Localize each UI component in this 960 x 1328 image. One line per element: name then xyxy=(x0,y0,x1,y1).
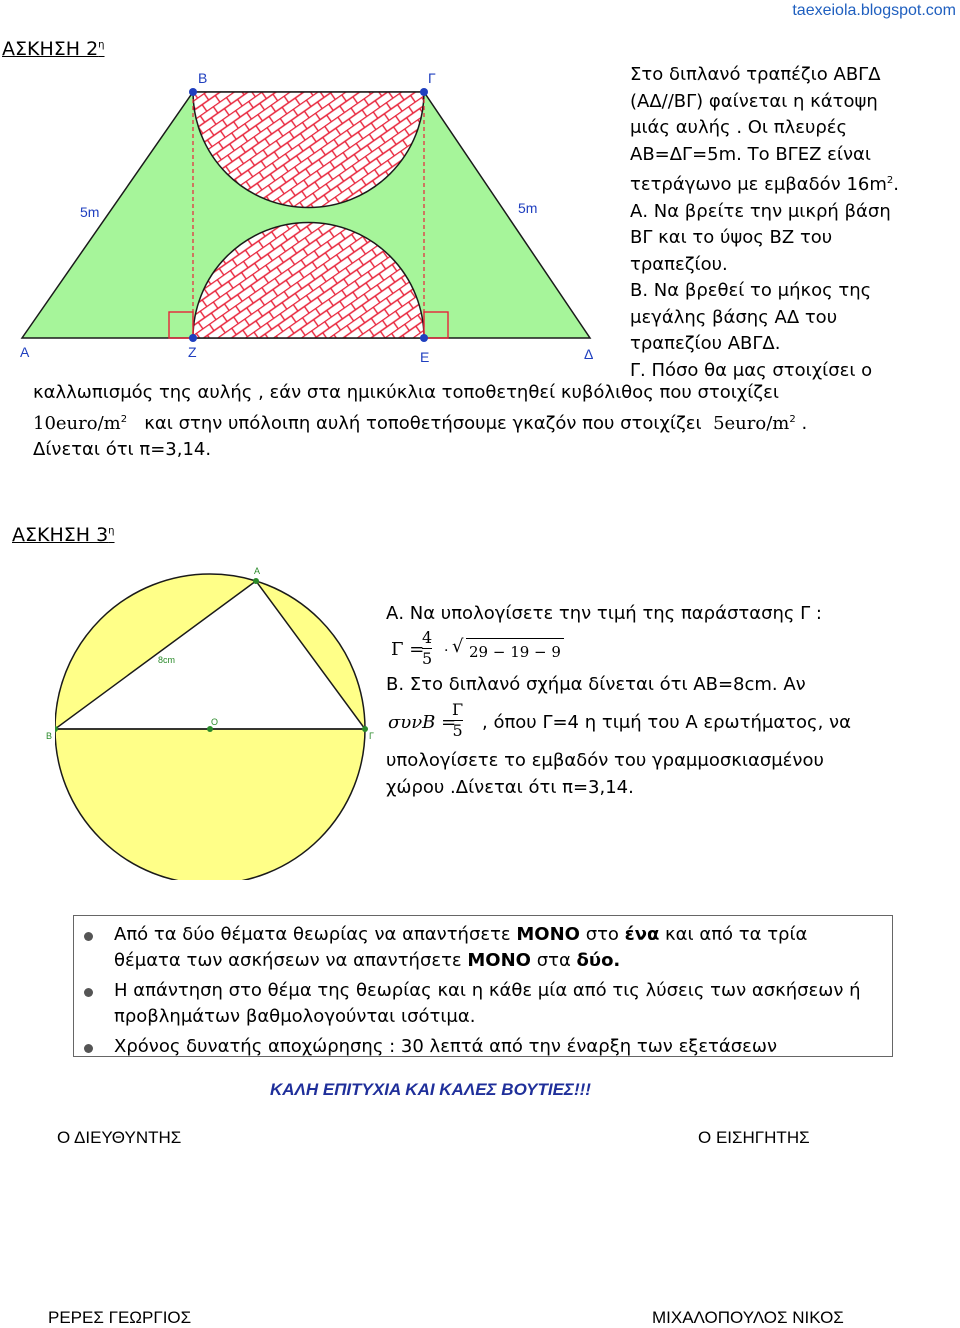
cos-condition xyxy=(386,698,926,748)
exercise-3-statement xyxy=(386,601,926,801)
ex2-line: ΒΓ και το ύψος ΒΖ του xyxy=(630,227,833,248)
ex2-line: Γ. Πόσο θα μας στοιχίσει ο xyxy=(630,359,873,381)
ex2-mid-text: και στην υπόλοιπη αυλή τοποθετήσουμε γκαζόν που στοιχίζει xyxy=(144,412,702,434)
label-B: B xyxy=(46,731,53,741)
site-url[interactable]: taexeiola.blogspot.com xyxy=(792,2,956,19)
instruction-text: στα xyxy=(530,950,577,971)
instruction-emphasis: ΜΟΝΟ xyxy=(467,950,531,971)
instruction-text: Χρόνος δυνατής αποχώρησης : 30 λεπτά από την έναρξη των εξετάσεων xyxy=(114,1036,778,1057)
ex2-line: Α. Να βρείτε την μικρή βάση xyxy=(630,200,891,222)
exercise-3-heading xyxy=(12,524,115,546)
ex2-line: τραπεζίου ΑΒΓΔ. xyxy=(630,333,781,354)
point-E xyxy=(420,334,428,342)
instruction-text: και από τα τρία xyxy=(659,924,808,945)
label-E: E xyxy=(420,349,430,365)
ex2-line: μεγάλης βάσης ΑΔ του xyxy=(630,306,838,328)
label-A: A xyxy=(20,344,30,360)
point-G xyxy=(420,88,428,96)
exercise-2-title: ΑΣΚΗΣΗ 2 xyxy=(2,38,99,60)
dot-operator: · xyxy=(444,642,449,659)
good-luck-message: ΚΑΛΗ ΕΠΙΤΥΧΙΑ ΚΑΙ ΚΑΛΕΣ ΒΟΥΤΙΕΣ!!! xyxy=(270,1080,591,1099)
price-2: 5euro/m xyxy=(713,412,790,434)
proposer-title: Ο ΕΙΣΗΓΗΤΗΣ xyxy=(698,1128,810,1147)
ex2-line: μιάς αυλής . Οι πλευρές xyxy=(630,117,848,138)
exercise-2-ordinal: η xyxy=(98,39,105,51)
cos-lhs: συνB = xyxy=(388,712,457,733)
ex2-line: $10euro/m^2$ και στην υπόλοιπη αυλή τοποθετήσουμε γκαζόν που στοιχίζει $5euro/m^2$ . xyxy=(33,412,808,434)
cos-rest: , όπου Γ=4 η τιμή του Α ερωτήματος, να xyxy=(482,712,851,733)
instructions-box xyxy=(73,915,893,1057)
bullet-icon xyxy=(84,1044,93,1053)
instruction-item xyxy=(74,978,892,1030)
side-AB-label: 5m xyxy=(80,204,100,220)
instruction-text: θέματα των ασκήσεων να απαντήσετε xyxy=(114,950,468,971)
ex2-line: Β. Να βρεθεί το μήκος της xyxy=(630,280,872,301)
ex2-line: τετράγωνο με εμβαδόν $16m^2$. xyxy=(630,174,899,195)
instruction-text: Η απάντηση στο θέμα της θεωρίας και η κάθε μία από τις λύσεις των ασκήσεων ή προβλημάτων βαθμολογούνται ισότιμα. xyxy=(114,980,861,1027)
exercise-3-ordinal: η xyxy=(108,525,115,537)
director-title: Ο ΔΙΕΥΘΥΝΤΗΣ xyxy=(57,1128,182,1147)
ex3-part-b-2: υπολογίσετε το εμβαδόν του γραμμοσκιασμένου xyxy=(386,750,824,771)
exercise-2-statement xyxy=(630,62,930,384)
expr-numerator: 4 xyxy=(422,627,433,647)
point-Z xyxy=(189,334,197,342)
director-name: ΡΕΡΕΣ ΓΕΩΡΓΙΟΣ xyxy=(48,1308,192,1327)
cos-fraction xyxy=(452,700,463,741)
instruction-text: Από τα δύο θέματα θεωρίας να απαντήσετε xyxy=(114,924,517,945)
ex2-line: Στο διπλανό τραπέζιο ΑΒΓΔ xyxy=(630,64,881,85)
label-A: A xyxy=(254,566,261,576)
expr-radicand: 29 − 19 − 9 xyxy=(466,638,564,666)
exercise-3-title: ΑΣΚΗΣΗ 3 xyxy=(12,524,109,546)
radical-sign: √ xyxy=(452,635,464,657)
ex3-part-b-3: χώρου .Δίνεται ότι π=3,14. xyxy=(386,776,634,798)
ex3-part-b: Β. Στο διπλανό σχήμα δίνεται ότι ΑΒ=8cm. Αν xyxy=(386,673,806,695)
label-G: Γ xyxy=(428,70,436,86)
label-Z: Z xyxy=(188,344,197,360)
ex2-line: τραπεζίου. xyxy=(630,253,728,275)
ex2-given: Δίνεται ότι π=3,14. xyxy=(33,439,212,460)
instruction-emphasis: ένα xyxy=(624,924,660,945)
ex2-area-text: τετράγωνο με εμβαδόν 16m xyxy=(630,174,887,195)
ex2-line: καλλωπισμός της αυλής , εάν στα ημικύκλια τοποθετηθεί κυβόλιθος που στοιχίζει xyxy=(33,382,779,403)
label-G: Γ xyxy=(369,731,374,741)
side-AB-label: 8cm xyxy=(158,655,176,665)
bullet-icon xyxy=(84,932,93,941)
instruction-text: στο xyxy=(579,924,625,945)
side-GD-label: 5m xyxy=(518,200,538,216)
expr-lhs: Γ = xyxy=(391,638,425,660)
cos-denominator: 5 xyxy=(452,721,463,740)
label-B: B xyxy=(198,70,208,86)
label-D: Δ xyxy=(584,346,594,362)
point-A xyxy=(253,578,259,584)
expr-denominator: 5 xyxy=(422,648,433,668)
instruction-emphasis: ΜΟΝΟ xyxy=(516,924,580,945)
ex2-line: ΑΒ=ΔΓ=5m. Το ΒΓΕΖ είναι xyxy=(630,143,871,165)
superscript: 2 xyxy=(120,413,128,425)
point-B xyxy=(189,88,197,96)
instruction-item xyxy=(74,922,892,974)
superscript: 2 xyxy=(789,413,796,425)
exercise-2-heading xyxy=(2,38,105,60)
point-G xyxy=(362,726,368,732)
proposer-name: ΜΙΧΑΛΟΠΟΥΛΟΣ ΝΙΚΟΣ xyxy=(652,1308,844,1327)
bullet-icon xyxy=(84,988,93,997)
instruction-item xyxy=(74,1034,892,1060)
label-O: O xyxy=(211,717,219,727)
price-1: 10euro/m xyxy=(33,412,121,434)
exercise-2-question-c xyxy=(33,380,933,464)
instruction-emphasis: δύο. xyxy=(576,950,621,971)
superscript: 2 xyxy=(886,175,894,186)
ex3-part-a: Α. Να υπολογίσετε την τιμή της παράστασης Γ : xyxy=(386,603,822,624)
ex2-line: (ΑΔ//ΒΓ) φαίνεται η κάτοψη xyxy=(630,90,878,112)
expr-fraction xyxy=(422,628,432,669)
expression-gamma xyxy=(386,628,926,672)
cos-numerator: Γ xyxy=(452,700,464,719)
